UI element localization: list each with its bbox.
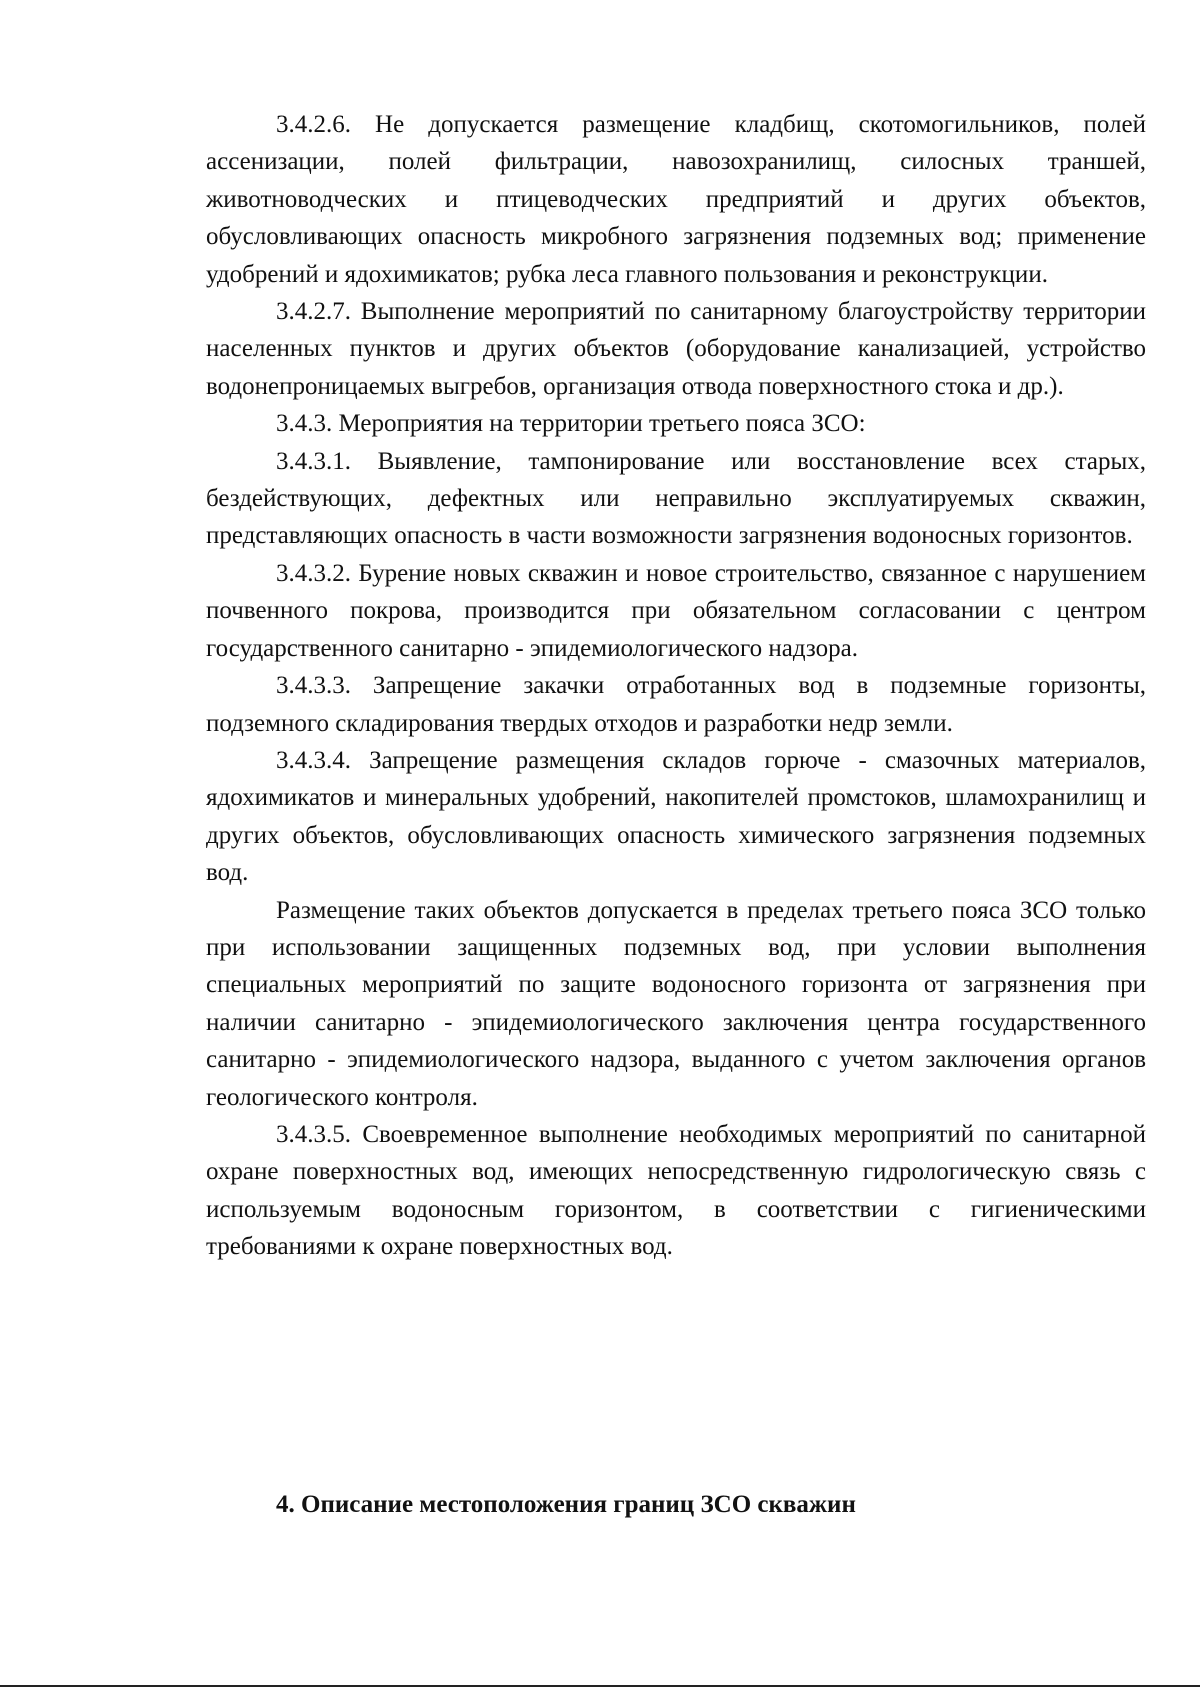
paragraph-3-4-3-1: 3.4.3.1. Выявление, тампонирование или восстановление всех старых, бездействующих, дефектных или неправильно эксплуатируемых скважин, представляющих опасность в части возможности загрязнения водоносных горизонтов. — [206, 447, 1146, 550]
paragraph-placement-conditions: Размещение таких объектов допускается в пределах третьего пояса ЗСО только при использовании защищенных подземных вод, при условии выполнения специальных мероприятий по защите водоносного горизонта от загрязнения при наличии санитарно - эпидемиологического заключения центра государственного санитарно - эпидемиологического надзора, выданного с учетом заключения органов геологического контроля. — [206, 896, 1146, 1111]
paragraph-3-4-3-3: 3.4.3.3. Запрещение закачки отработанных вод в подземные горизонты, подземного складирования твердых отходов и разработки недр земли. — [206, 672, 1146, 737]
paragraph-3-4-3-5: 3.4.3.5. Своевременное выполнение необходимых мероприятий по санитарной охране поверхностных вод, имеющих непосредственную гидрологическую связь с используемым водоносным горизонтом, в соответствии с гигиеническими требованиями к охране поверхностных вод. — [206, 1120, 1146, 1261]
paragraph-3-4-3-2: 3.4.3.2. Бурение новых скважин и новое строительство, связанное с нарушением почвенного покрова, производится при обязательном согласовании с центром государственного санитарно - эпидемиологического надзора. — [206, 559, 1146, 662]
paragraph-3-4-3-4: 3.4.3.4. Запрещение размещения складов горюче - смазочных материалов, ядохимикатов и минеральных удобрений, накопителей промстоков, шламохранилищ и других объектов, обусловливающих опасность химического загрязнения подземных вод. — [206, 746, 1146, 887]
paragraph-3-4-3: 3.4.3. Мероприятия на территории третьего пояса ЗСО: — [276, 410, 866, 438]
section-heading: 4. Описание местоположения границ ЗСО скважин — [276, 1491, 856, 1518]
document-body — [206, 106, 1146, 1266]
page-bottom-line — [0, 1685, 1200, 1687]
paragraph-3-4-2-7: 3.4.2.7. Выполнение мероприятий по санитарному благоустройству территории населенных пунктов и других объектов (оборудование канализацией, устройство водонепроницаемых выгребов, организация отвода поверхностного стока и др.). — [206, 298, 1146, 400]
paragraph-3-4-2-6: 3.4.2.6. Не допускается размещение кладбищ, скотомогильников, полей ассенизации, полей фильтрации, навозохранилищ, силосных траншей, животноводческих и птицеводческих предприятий и других объектов, обусловливающих опасность микробного загрязнения подземных вод; применение удобрений и ядохимикатов; рубка леса главного пользования и реконструкции. — [206, 111, 1146, 288]
